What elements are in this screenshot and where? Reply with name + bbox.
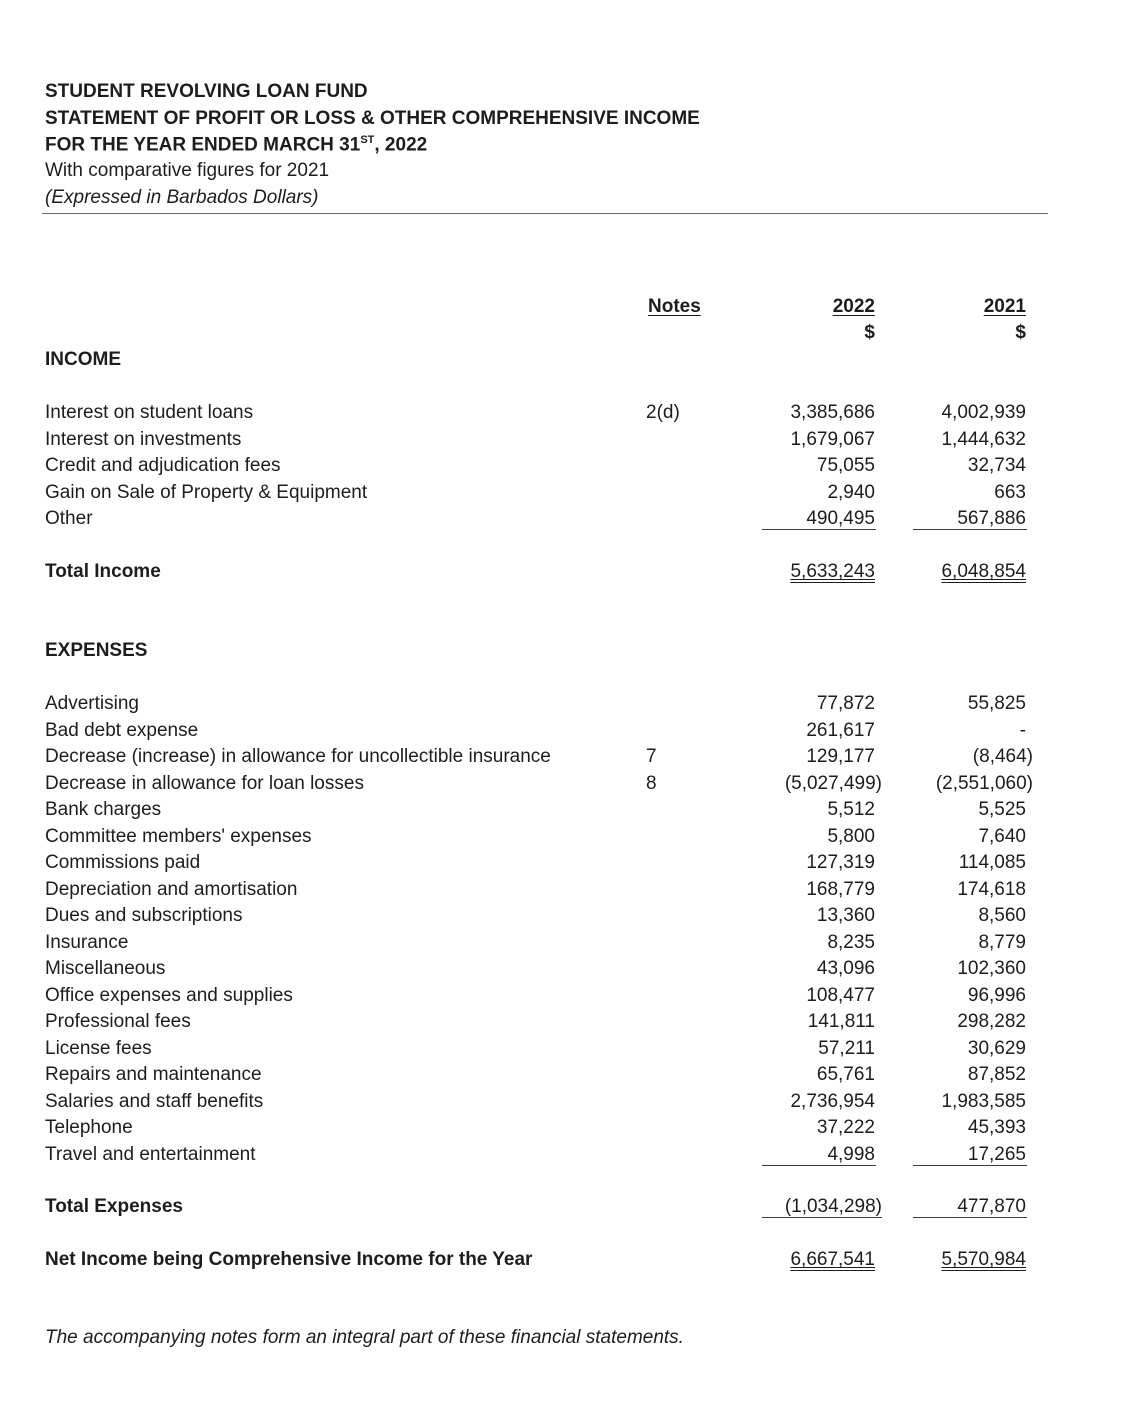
expenses-row-label: Office expenses and supplies — [45, 984, 293, 1006]
income-row-label: Credit and adjudication fees — [45, 455, 281, 476]
expenses-row-label: Bank charges — [45, 799, 162, 820]
net-income-label: Net Income being Comprehensive Income for the Year — [45, 1249, 533, 1270]
col-notes-heading: Notes — [648, 296, 701, 317]
expenses-row-2021: 174,618 — [957, 878, 1026, 900]
expenses-row-label: Telephone — [45, 1117, 133, 1138]
income-heading: INCOME — [45, 349, 121, 370]
income-row-2022: 490,495 — [806, 508, 875, 529]
expenses-row-label: Committee members' expenses — [45, 825, 312, 847]
expenses-row-note: 7 — [646, 746, 657, 767]
expenses-row-label: Bad debt expense — [45, 719, 199, 741]
expenses-row-2021: 5,525 — [978, 799, 1026, 820]
income-subtotal-rule-2021 — [913, 529, 1027, 530]
comparative-note: With comparative figures for 2021 — [45, 160, 330, 181]
col-2022-heading: 2022 — [832, 296, 875, 317]
col-2021-currency: $ — [1015, 322, 1026, 343]
total-income-2022: 5,633,243 — [790, 561, 875, 582]
period-suffix: ST — [360, 134, 375, 146]
expenses-row-2021: 1,983,585 — [941, 1090, 1026, 1112]
expenses-subtotal-rule-2021 — [913, 1165, 1027, 1166]
expenses-row-label: Salaries and staff benefits — [45, 1090, 264, 1112]
total-income-2021: 6,048,854 — [941, 561, 1026, 582]
net-income-2022: 6,667,541 — [790, 1249, 875, 1270]
total-income-label: Total Income — [45, 561, 161, 582]
expenses-row-2022: 13,360 — [816, 905, 875, 926]
expenses-row-2021: 298,282 — [957, 1011, 1026, 1032]
income-row-2022: 2,940 — [827, 481, 875, 503]
expenses-row-2022: (5,027,499) — [784, 772, 882, 794]
expenses-row-label: Travel and entertainment — [45, 1143, 256, 1165]
expenses-row-2022: 261,617 — [806, 719, 875, 741]
expenses-row-2021: 114,085 — [958, 852, 1026, 873]
expenses-row-2022: 37,222 — [816, 1117, 875, 1138]
expenses-row-2021: 7,640 — [978, 825, 1026, 847]
footer-note: The accompanying notes form an integral part of these financial statements. — [45, 1327, 684, 1348]
expenses-row-2022: 43,096 — [816, 958, 875, 979]
expenses-heading: EXPENSES — [45, 640, 148, 661]
expenses-row-2021: 8,560 — [978, 905, 1026, 926]
income-row-2021: 567,886 — [957, 508, 1026, 529]
expenses-row-2022: 5,512 — [827, 799, 875, 820]
expenses-row-2022: 127,319 — [806, 852, 875, 873]
expenses-row-label: License fees — [45, 1037, 152, 1059]
income-row-label: Gain on Sale of Property & Equipment — [45, 481, 368, 503]
income-row-2021: 4,002,939 — [941, 402, 1026, 423]
income-subtotal-rule-2022 — [762, 529, 876, 530]
expenses-row-label: Professional fees — [45, 1011, 191, 1032]
expenses-row-2021: (8,464) — [972, 746, 1033, 767]
net-income-2021: 5,570,984 — [941, 1249, 1026, 1270]
expenses-row-2022: 8,235 — [827, 931, 875, 953]
period-prefix: FOR THE YEAR ENDED MARCH 31 — [45, 134, 361, 156]
expenses-row-label: Dues and subscriptions — [45, 905, 243, 926]
expenses-row-2022: 168,779 — [806, 878, 875, 900]
expenses-row-2022: 108,477 — [806, 984, 875, 1006]
income-row-2022: 3,385,686 — [790, 402, 875, 423]
entity-name: STUDENT REVOLVING LOAN FUND — [45, 81, 368, 102]
header-divider — [42, 213, 1048, 214]
expenses-row-2021: 55,825 — [967, 693, 1026, 714]
currency-note: (Expressed in Barbados Dollars) — [45, 187, 319, 208]
expenses-row-2021: 87,852 — [967, 1064, 1026, 1085]
expenses-row-2021: 8,779 — [978, 931, 1026, 953]
expenses-row-2021: - — [1019, 719, 1026, 741]
expenses-row-label: Miscellaneous — [45, 958, 166, 979]
income-row-label: Other — [45, 508, 93, 529]
total-expenses-2021-rule — [913, 1217, 1027, 1218]
expenses-row-2022: 65,761 — [816, 1064, 875, 1085]
total-expenses-2022: (1,034,298) — [784, 1196, 882, 1217]
expenses-row-label: Decrease in allowance for loan losses — [45, 772, 364, 794]
expenses-row-2021: 96,996 — [967, 984, 1026, 1006]
expenses-row-2022: 2,736,954 — [790, 1090, 875, 1112]
expenses-row-2021: 30,629 — [967, 1037, 1026, 1059]
expenses-row-label: Repairs and maintenance — [45, 1064, 262, 1085]
income-row-label: Interest on student loans — [45, 402, 254, 423]
expenses-row-2021: 102,360 — [957, 958, 1026, 979]
income-row-note: 2(d) — [646, 402, 680, 423]
income-row-2022: 1,679,067 — [790, 428, 875, 450]
statement-period — [45, 134, 427, 156]
expenses-row-note: 8 — [646, 772, 657, 794]
income-row-2022: 75,055 — [816, 455, 875, 476]
expenses-row-2022: 141,811 — [807, 1011, 875, 1032]
expenses-row-2021: 17,265 — [967, 1143, 1026, 1165]
total-expenses-2022-rule — [762, 1217, 882, 1218]
expenses-row-2022: 57,211 — [818, 1037, 875, 1059]
expenses-row-label: Advertising — [45, 693, 139, 714]
expenses-row-label: Decrease (increase) in allowance for uncollectible insurance — [45, 746, 551, 767]
expenses-row-label: Insurance — [45, 931, 129, 953]
total-expenses-2021: 477,870 — [957, 1196, 1026, 1217]
total-expenses-label: Total Expenses — [45, 1196, 183, 1217]
expenses-row-2022: 5,800 — [827, 825, 875, 847]
statement-title: STATEMENT OF PROFIT OR LOSS & OTHER COMPREHENSIVE INCOME — [45, 108, 700, 129]
expenses-row-label: Commissions paid — [45, 852, 201, 873]
period-year: , 2022 — [374, 134, 428, 156]
col-2021-heading: 2021 — [983, 296, 1026, 317]
income-row-2021: 1,444,632 — [941, 428, 1026, 450]
expenses-subtotal-rule-2022 — [762, 1165, 876, 1166]
expenses-row-2021: (2,551,060) — [935, 772, 1033, 794]
expenses-row-2021: 45,393 — [967, 1117, 1026, 1138]
expenses-row-2022: 4,998 — [827, 1143, 875, 1165]
income-row-2021: 663 — [994, 481, 1026, 503]
income-row-2021: 32,734 — [967, 455, 1026, 476]
income-row-label: Interest on investments — [45, 428, 242, 450]
col-2022-currency: $ — [864, 322, 875, 343]
expenses-row-2022: 129,177 — [806, 746, 875, 767]
expenses-row-2022: 77,872 — [816, 693, 875, 714]
expenses-row-label: Depreciation and amortisation — [45, 878, 298, 900]
